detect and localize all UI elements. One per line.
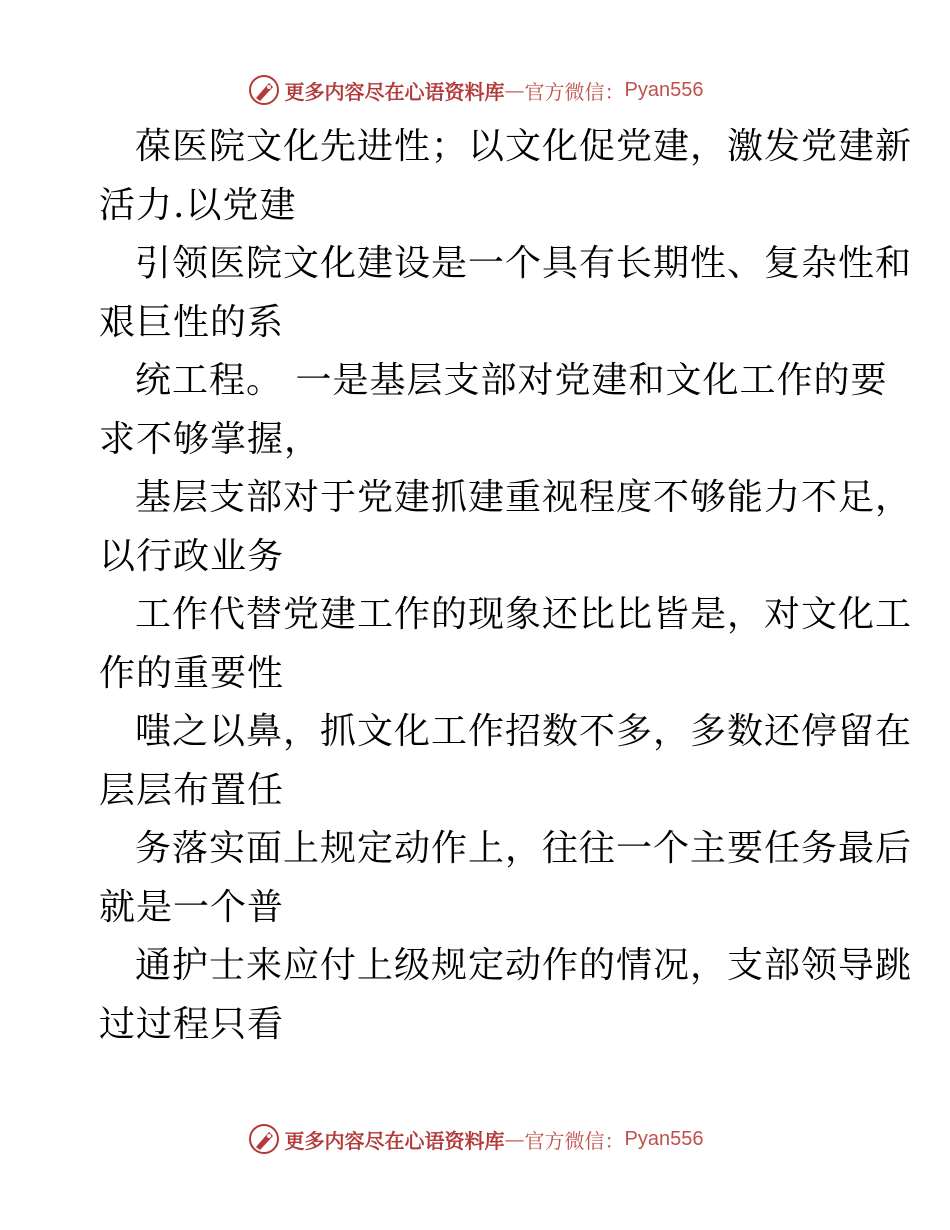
document-body — [99, 118, 913, 1054]
body-line-5: 统工程。 一是基层支部对党建和文化工作的要 — [135, 360, 888, 401]
pen-nib-logo-icon — [247, 1122, 281, 1156]
body-line-7: 基层支部对于党建抓建重视程度不够能力不足， — [135, 477, 913, 518]
body-line-9: 工作代替党建工作的现象还比比皆是，对文化工 — [135, 594, 913, 635]
footer-contact-label: 官方微信： — [524, 1128, 625, 1153]
header-banner — [0, 70, 950, 110]
body-line-14: 就是一个普 — [99, 886, 285, 928]
header-contact-id: Pyan556 — [624, 78, 704, 101]
body-line-8: 以行政业务 — [99, 535, 285, 577]
body-line-11: 嗤之以鼻，抓文化工作招数不多，多数还停留在 — [135, 711, 913, 752]
body-line-13: 务落实面上规定动作上，往往一个主要任务最后 — [135, 828, 913, 869]
footer-separator: — — [504, 1127, 525, 1151]
body-line-16: 过过程只看 — [99, 1003, 285, 1045]
footer-brand-text: 更多内容尽在心语资料库 — [284, 1128, 505, 1153]
header-separator: — — [504, 78, 525, 102]
body-line-4: 艰巨性的系 — [99, 301, 285, 343]
footer-banner — [0, 1119, 950, 1159]
footer-contact-id: Pyan556 — [624, 1127, 704, 1150]
body-line-15: 通护士来应付上级规定动作的情况，支部领导跳 — [135, 945, 913, 986]
pen-nib-logo-icon — [247, 73, 281, 107]
body-line-1: 葆医院文化先进性；以文化促党建，激发党建新 — [135, 126, 913, 167]
body-line-3: 引领医院文化建设是一个具有长期性、复杂性和 — [135, 243, 913, 284]
body-line-2: 活力.以党建 — [99, 184, 297, 226]
body-line-10: 作的重要性 — [99, 652, 285, 694]
body-line-6: 求不够掌握， — [99, 418, 322, 460]
header-contact-label: 官方微信： — [524, 79, 625, 104]
header-brand-text: 更多内容尽在心语资料库 — [284, 79, 505, 104]
body-line-12: 层层布置任 — [99, 769, 285, 811]
